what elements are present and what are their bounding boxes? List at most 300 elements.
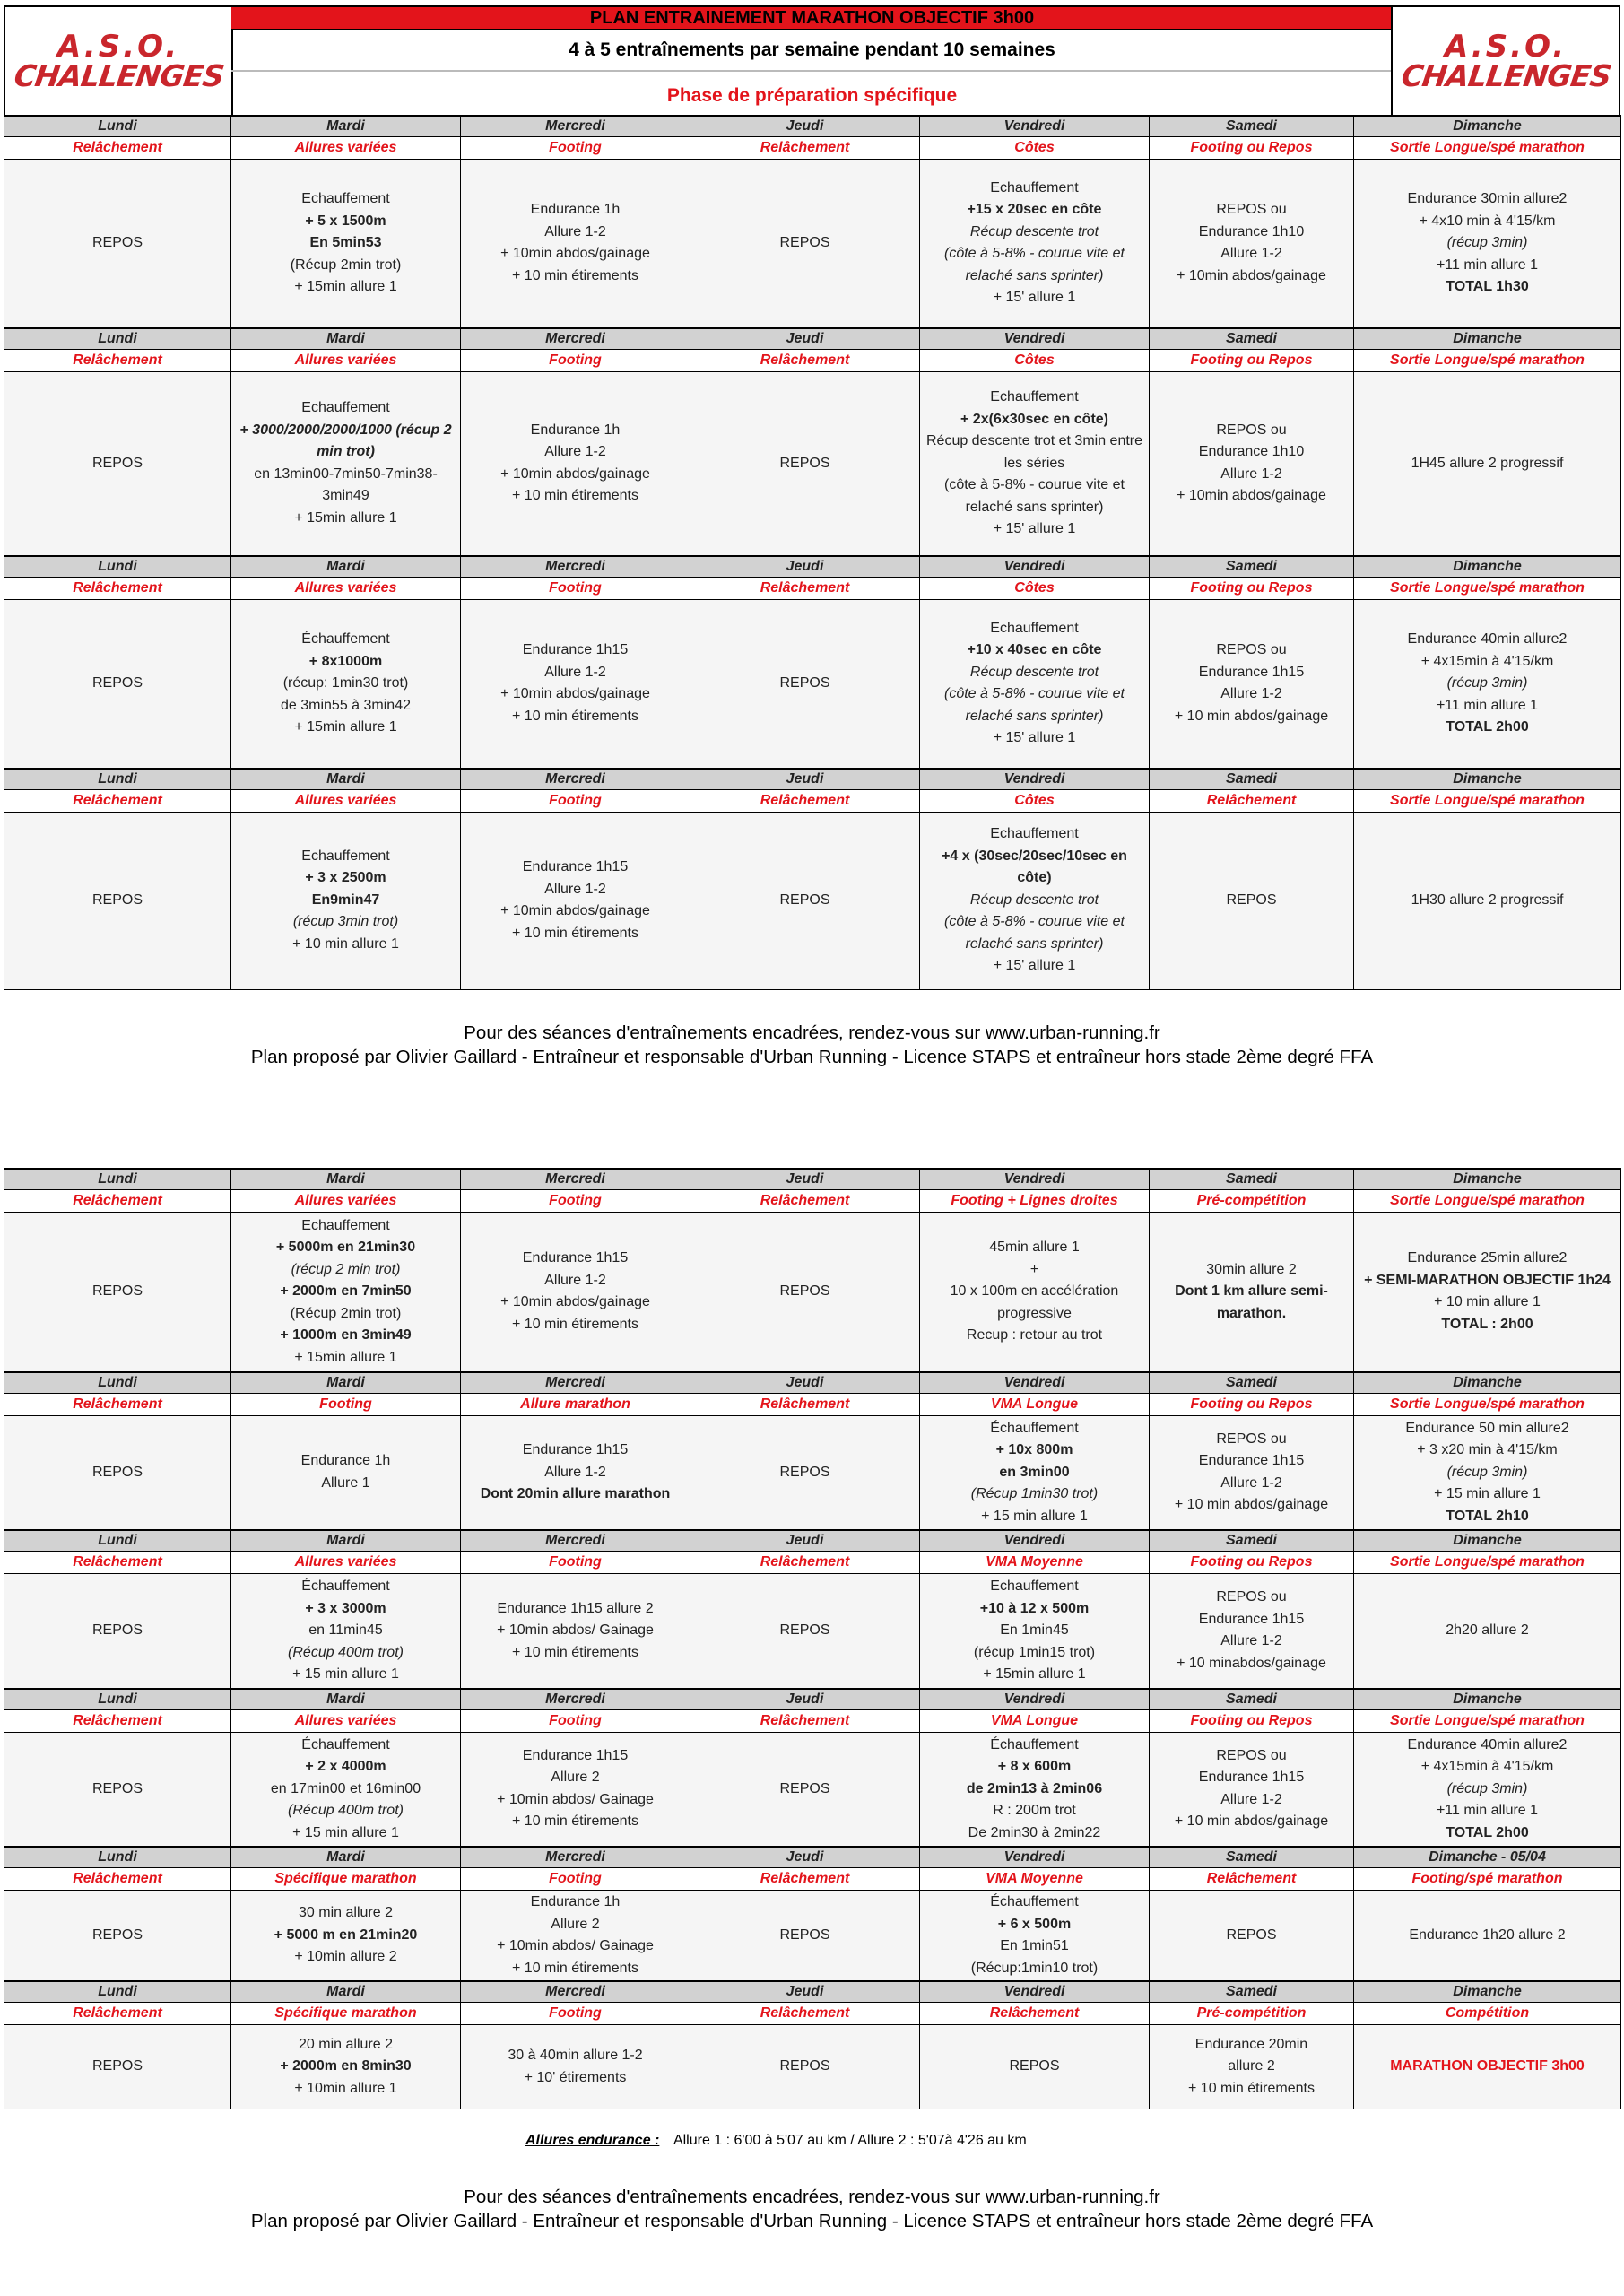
session-type-row [4,1709,1621,1732]
session-cell [461,1574,690,1689]
day-label: Jeudi [690,769,920,790]
day-label: Lundi [4,556,231,578]
session-line: Allure 1-2 [1220,465,1282,482]
session-line: + 10 min allure 1 [1434,1294,1541,1310]
session-line: + 8x1000m [308,653,383,669]
session-type: VMA Longue [920,1709,1150,1732]
session-line: Dont 20min allure marathon [480,1486,671,1501]
session-row [4,1213,1621,1372]
session-cell [461,160,690,328]
session-type: Footing [461,1190,690,1213]
session-line: +11 min allure 1 [1436,1803,1539,1818]
session-cell [690,1574,920,1689]
session-line: (récup 3min) [1446,1780,1528,1796]
session-type-row [4,1190,1621,1213]
session-cell [231,371,461,556]
session-line: Endurance 1h15 [1198,1611,1305,1627]
session-type: Relâchement [4,2003,231,2025]
day-label: Lundi [4,1169,231,1190]
session-line: Endurance 30min allure2 [1407,191,1568,206]
session-line: REPOS [779,2058,830,2074]
day-label: Mercredi [461,1372,690,1394]
session-line: REPOS [779,1780,830,1796]
session-cell [920,1415,1150,1530]
session-type: Relâchement [690,1190,920,1213]
session-line: Echauffement [301,1217,390,1233]
session-type: Footing ou Repos [1150,1552,1354,1574]
session-line: + 15min allure 1 [294,279,397,294]
session-line: en 17min00 et 16min00 [270,1780,421,1796]
session-line: REPOS [1009,2058,1060,2074]
day-label: Samedi [1150,1847,1354,1868]
session-line: (côte à 5-8% - courue vite et [944,914,1125,930]
session-line: Endurance 1h [530,1894,621,1909]
session-type: VMA Moyenne [920,1868,1150,1891]
session-line: (Récup:1min10 trot) [970,1960,1099,1976]
session-cell [920,1574,1150,1689]
session-line: REPOS [91,1283,143,1299]
day-label: Dimanche [1354,116,1621,137]
session-line: 10 x 100m en accélération progressive [950,1283,1119,1321]
session-line: + 4x10 min à 4'15/km [1419,213,1556,229]
session-cell [690,1415,920,1530]
session-line: en 11min45 [308,1622,383,1638]
session-line: + 10 min étirements [512,267,638,283]
session-line: 1H45 allure 2 progressif [1411,455,1564,471]
session-line: + 10min abdos/gainage [1177,488,1326,504]
session-line: TOTAL 2h00 [1446,719,1529,735]
allures-endurance-note [525,2133,1027,2149]
session-line: 45min allure 1 [989,1239,1080,1255]
day-label: Mardi [231,1169,461,1190]
session-line: Allure 1-2 [544,223,606,239]
session-type: Footing [461,137,690,160]
session-line: relaché sans sprinter) [965,708,1104,724]
session-row [4,160,1621,328]
session-line: Echauffement [990,620,1079,636]
session-cell [1354,2025,1621,2109]
session-line: Endurance 1h [300,1453,391,1469]
session-type-row [4,1393,1621,1415]
session-row [4,600,1621,769]
session-line: + 10 minabdos/gainage [1177,1655,1326,1671]
session-line: + 4x15min à 4'15/km [1420,653,1554,669]
session-cell [4,160,231,328]
session-cell [690,160,920,328]
phase-title: Phase de préparation spécifique [666,85,958,106]
session-type: Relâchement [690,789,920,812]
session-line: Allure 1-2 [544,444,606,460]
session-row [4,812,1621,989]
session-row [4,2025,1621,2109]
session-cell [1354,600,1621,769]
session-line: (Récup 400m trot) [288,1803,404,1818]
session-type-row [4,2003,1621,2025]
session-line: + 10min abdos/gainage [500,903,650,918]
day-label: Dimanche [1354,1981,1621,2003]
session-line: REPOS [91,1926,143,1943]
session-cell [690,1891,920,1982]
session-cell [4,1732,231,1847]
day-label: Samedi [1150,556,1354,578]
session-cell [1354,1732,1621,1847]
session-cell [690,600,920,769]
day-label: Dimanche [1354,1169,1621,1190]
day-label: Jeudi [690,1530,920,1552]
session-cell [231,1574,461,1689]
plan-header [4,5,1620,120]
session-line: + 15min allure 1 [294,719,397,735]
session-type: Footing + Lignes droites [920,1190,1150,1213]
session-type: Footing [461,1868,690,1891]
session-cell [920,600,1150,769]
session-cell [1150,600,1354,769]
session-line: REPOS [779,455,830,471]
day-label: Dimanche - 05/04 [1354,1847,1621,1868]
session-line: REPOS ou [1216,1589,1287,1605]
day-label: Dimanche [1354,769,1621,790]
session-line: + 15' allure 1 [993,290,1076,306]
day-label: Samedi [1150,1372,1354,1394]
session-line: + 10min abdos/gainage [500,246,650,262]
session-cell [1354,1415,1621,1530]
session-line: + 15 min allure 1 [292,1824,399,1840]
day-label: Samedi [1150,1689,1354,1710]
session-line: + 15 min allure 1 [292,1666,399,1682]
day-label: Vendredi [920,1169,1150,1190]
day-label: Vendredi [920,328,1150,350]
session-line: en 3min00 [999,1464,1070,1480]
day-label: Mercredi [461,116,690,137]
session-line: relaché sans sprinter) [965,935,1104,952]
session-line: + 2 x 4000m [305,1759,386,1774]
session-row [4,1574,1621,1689]
session-cell [461,2025,690,2109]
day-label: Mardi [231,1372,461,1394]
day-label: Lundi [4,1689,231,1710]
session-line: (récup 1min15 trot) [973,1644,1096,1660]
session-line: + 5000 m en 21min20 [274,1926,418,1943]
session-line: + 10 min étirements [512,925,638,941]
session-cell [1150,1891,1354,1982]
session-type: Footing ou Repos [1150,578,1354,600]
session-type: Allures variées [231,137,461,160]
session-cell [1150,1574,1354,1689]
session-line: TOTAL 1h30 [1446,279,1529,294]
session-type: Footing ou Repos [1150,137,1354,160]
session-cell [4,1213,231,1372]
day-label: Vendredi [920,1372,1150,1394]
day-header-row [4,1689,1621,1710]
session-line: +10 x 40sec en côte [967,642,1102,658]
session-line: En 1min51 [1000,1938,1069,1953]
session-type: Relâchement [690,1709,920,1732]
aso-challenges-logo: A.S.O. CHALLENGES [5,7,233,118]
day-label: Lundi [4,1530,231,1552]
session-line: (récup 3min) [1446,235,1528,250]
session-line: + 2000m en 7min50 [280,1283,412,1299]
session-type: Footing [461,1709,690,1732]
plan-table-block-1 [4,115,1621,990]
session-type: Allures variées [231,349,461,371]
session-line: + 10min abdos/gainage [500,686,650,702]
session-line: de 2min13 à 2min06 [966,1780,1103,1796]
session-line: Echauffement [301,400,390,416]
session-type: Footing [461,789,690,812]
session-type: Côtes [920,789,1150,812]
session-line: Allure 1 [321,1474,370,1491]
session-line: Allure 1-2 [1220,1633,1282,1649]
session-line: (côte à 5-8% - courue vite et relaché sans sprinter) [944,477,1125,515]
session-line: Endurance 40min allure2 [1407,631,1568,647]
day-label: Mercredi [461,1981,690,2003]
session-type-row [4,789,1621,812]
day-label: Vendredi [920,116,1150,137]
session-type: Allures variées [231,1552,461,1574]
session-cell [231,160,461,328]
day-label: Samedi [1150,1981,1354,2003]
session-cell [461,812,690,989]
day-label: Mardi [231,1689,461,1710]
session-line: Endurance 1h15 allure 2 [497,1600,654,1616]
session-line: REPOS [91,455,143,471]
session-type: Relâchement [920,2003,1150,2025]
session-line: + 6 x 500m [997,1916,1072,1932]
aso-challenges-logo-right: A.S.O. CHALLENGES [1391,7,1619,118]
session-line: Endurance 1h15 [1198,1453,1305,1469]
session-line: Echauffement [990,389,1079,404]
session-line: Dont 1 km allure semi-marathon. [1175,1283,1328,1321]
session-type: Allures variées [231,1190,461,1213]
session-line: Echauffement [990,1578,1079,1594]
day-label: Jeudi [690,328,920,350]
title-block [231,7,1393,118]
day-label: Samedi [1150,1530,1354,1552]
session-line: Allure 1-2 [544,664,606,680]
session-line: + 10 min étirements [512,1960,638,1976]
session-line: Endurance 1h10 [1198,223,1305,239]
session-type: Sortie Longue/spé marathon [1354,1552,1621,1574]
session-line: (récup: 1min30 trot) [282,675,409,691]
day-label: Mardi [231,116,461,137]
day-label: Dimanche [1354,328,1621,350]
session-line: 30min allure 2 [1206,1261,1297,1277]
session-type: Sortie Longue/spé marathon [1354,1393,1621,1415]
session-line: Allure 1-2 [544,1464,606,1480]
day-label: Mardi [231,769,461,790]
session-cell [690,2025,920,2109]
session-line: Endurance 1h [530,202,621,218]
session-cell [1354,1891,1621,1982]
session-line: Allure 1-2 [544,1272,606,1288]
session-line: MARATHON OBJECTIF 3h00 [1390,2058,1585,2074]
session-line: R : 200m trot [993,1803,1076,1818]
day-header-row [4,1372,1621,1394]
session-line: + 3 x20 min à 4'15/km [1417,1442,1558,1457]
session-line: REPOS ou [1216,422,1287,438]
session-line: + 10x 800m [995,1442,1073,1457]
session-line: + [1029,1261,1039,1277]
day-header-row [4,116,1621,137]
session-type: Relâchement [690,1552,920,1574]
session-type: Sortie Longue/spé marathon [1354,349,1621,371]
session-line: (récup 3min) [1446,675,1528,691]
session-line: Endurance 40min allure2 [1407,1736,1568,1752]
session-line: Echauffement [301,848,390,864]
session-type: Relâchement [4,578,231,600]
session-line: + 10 min allure 1 [292,935,399,952]
session-line: REPOS [779,891,830,908]
session-line: Endurance 1h [530,422,621,438]
session-type: Relâchement [690,1393,920,1415]
session-cell [1354,1574,1621,1689]
session-line: + 5 x 1500m [305,213,386,229]
session-type: Relâchement [690,2003,920,2025]
session-line: + 3 x 2500m [305,870,386,886]
session-cell [1150,371,1354,556]
session-type-row [4,137,1621,160]
session-line: + 10 min étirements [512,708,638,724]
day-label: Lundi [4,769,231,790]
session-line: allure 2 [1228,2058,1275,2074]
day-label: Lundi [4,1981,231,2003]
session-line: Endurance 1h15 [1198,1770,1305,1786]
session-type: Relâchement [4,1868,231,1891]
session-line: Échauffement [990,1420,1079,1436]
allures-label: Allures endurance : [525,2133,660,2148]
session-cell [920,1891,1150,1982]
session-cell [1354,1213,1621,1372]
session-line: Échauffement [990,1736,1079,1752]
day-label: Lundi [4,116,231,137]
session-line: Échauffement [301,631,390,647]
day-label: Jeudi [690,1981,920,2003]
session-type: Footing [461,1552,690,1574]
footer-link-line: Pour des séances d'entraînements encadrées, rendez-vous sur www.urban-running.fr [464,1022,1160,1043]
session-type: Relâchement [690,578,920,600]
session-line: (récup 3min) [1446,1464,1528,1480]
session-row [4,371,1621,556]
session-line: + 15min allure 1 [294,1349,397,1365]
session-cell [231,1415,461,1530]
session-line: REPOS [779,675,830,691]
session-line: Récup descente trot et 3min entre les séries [925,433,1143,471]
session-type: Footing ou Repos [1150,1393,1354,1415]
session-line: + 15' allure 1 [993,958,1076,974]
session-line: REPOS [91,2058,143,2074]
session-line: 1H30 allure 2 progressif [1411,891,1564,908]
session-type: Footing ou Repos [1150,349,1354,371]
session-cell [1150,2025,1354,2109]
session-type: Pré-compétition [1150,2003,1354,2025]
session-cell [231,1213,461,1372]
session-line: + 10 min étirements [512,1316,638,1332]
session-type: Allure marathon [461,1393,690,1415]
session-cell [231,2025,461,2109]
session-cell [690,1213,920,1372]
session-line: Récup descente trot [969,664,1099,680]
session-line: Endurance 20min [1194,2036,1308,2052]
session-line: Endurance 1h15 [522,859,629,874]
session-type: Footing [461,349,690,371]
session-row [4,1732,1621,1847]
session-line: +11 min allure 1 [1436,697,1539,713]
session-type: Relâchement [4,1709,231,1732]
session-cell [1150,1213,1354,1372]
session-type: Pré-compétition [1150,1190,1354,1213]
session-line: + 5000m en 21min30 [275,1239,416,1255]
session-type-row [4,349,1621,371]
session-line: Endurance 50 min allure2 [1405,1420,1569,1436]
session-cell [1354,160,1621,328]
session-line: Allure 1-2 [1220,246,1282,262]
day-label: Mercredi [461,1169,690,1190]
plan-title: PLAN ENTRAINEMENT MARATHON OBJECTIF 3h00 [231,7,1393,30]
day-label: Jeudi [690,1689,920,1710]
session-type: Sortie Longue/spé marathon [1354,789,1621,812]
day-header-row [4,769,1621,790]
session-line: Allure 1-2 [1220,1474,1282,1491]
session-line: REPOS [91,891,143,908]
session-line: + 10min abdos/gainage [500,1294,650,1310]
day-label: Jeudi [690,556,920,578]
day-label: Mercredi [461,1847,690,1868]
session-cell [690,371,920,556]
day-label: Dimanche [1354,556,1621,578]
session-type: Allures variées [231,789,461,812]
day-label: Jeudi [690,1372,920,1394]
session-line: + 10min allure 2 [294,1949,397,1965]
session-type: Côtes [920,137,1150,160]
session-line: En 5min53 [309,235,382,250]
day-label: Mardi [231,1847,461,1868]
day-label: Dimanche [1354,1530,1621,1552]
session-cell [461,1891,690,1982]
session-type: Sortie Longue/spé marathon [1354,137,1621,160]
day-label: Vendredi [920,1981,1150,2003]
session-cell [690,812,920,989]
session-line: REPOS [779,1283,830,1299]
session-cell [4,2025,231,2109]
session-line: + 15 min allure 1 [1434,1486,1541,1501]
day-label: Samedi [1150,116,1354,137]
session-line: REPOS [91,1780,143,1796]
session-type: Relâchement [4,1393,231,1415]
session-cell [1150,160,1354,328]
day-label: Dimanche [1354,1372,1621,1394]
session-type-row [4,578,1621,600]
session-type: Sortie Longue/spé marathon [1354,1190,1621,1213]
day-label: Lundi [4,328,231,350]
session-line: Récup descente trot [969,891,1099,908]
session-type: Relâchement [4,349,231,371]
session-line: Echauffement [990,179,1079,196]
session-line: Échauffement [301,1736,390,1752]
session-cell [920,160,1150,328]
session-line: Allure 2 [551,1916,600,1932]
session-line: Endurance 1h15 [522,1442,629,1457]
session-cell [231,1891,461,1982]
session-line: + 2000m en 8min30 [280,2058,412,2074]
session-line: +10 à 12 x 500m [979,1600,1090,1616]
session-line: (Récup 400m trot) [288,1644,404,1660]
allures-text: Allure 1 : 6'00 à 5'07 au km / Allure 2 : 5'07à 4'26 au km [673,2133,1027,2148]
session-cell [461,1415,690,1530]
session-cell [231,600,461,769]
footer-block-2 [0,2185,1624,2233]
day-header-row [4,328,1621,350]
session-line: + 15min allure 1 [294,509,397,526]
